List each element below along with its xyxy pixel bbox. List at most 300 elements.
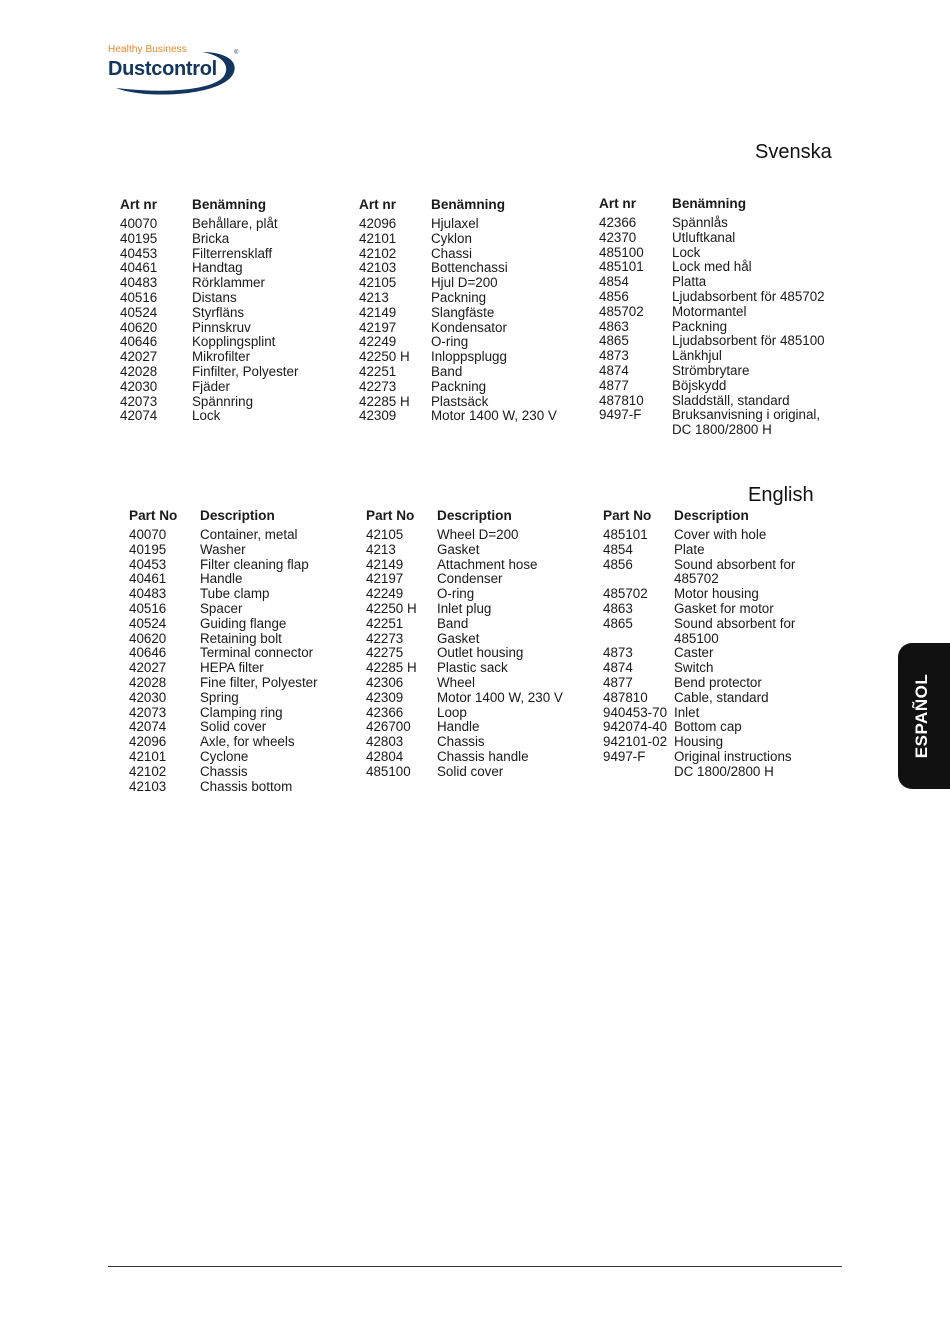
part-row [129, 587, 318, 602]
part-number: 42273 [359, 378, 397, 394]
part-row [129, 632, 318, 647]
part-description: Böjskydd [672, 377, 727, 393]
part-row [366, 587, 563, 602]
part-row [599, 260, 825, 275]
part-number: 42197 [366, 571, 404, 587]
part-number: 42251 [366, 615, 404, 631]
part-description: Gasket [437, 630, 480, 646]
part-number-header: Art nr [359, 197, 397, 212]
part-row [603, 558, 795, 573]
part-row [120, 306, 298, 321]
part-row [129, 602, 318, 617]
description-header: Description [200, 508, 275, 523]
part-row [129, 706, 318, 721]
part-number: 42285 H [359, 393, 410, 409]
part-row [603, 646, 795, 661]
part-description: Caster [674, 645, 714, 661]
part-description: Inloppsplugg [431, 349, 507, 365]
part-description: Mikrofilter [192, 349, 251, 365]
part-description: Tube clamp [200, 586, 270, 602]
part-row [120, 232, 298, 247]
part-row [599, 334, 825, 349]
part-number: 4874 [603, 660, 633, 676]
language-tab-label: ESPAÑOL [912, 673, 931, 759]
part-number: 485702 [603, 586, 648, 602]
part-row [599, 408, 825, 423]
part-number-spacer [603, 765, 674, 780]
column-header [120, 197, 298, 216]
part-row [129, 720, 318, 735]
part-description: Switch [674, 660, 714, 676]
part-row [366, 617, 563, 632]
part-number: 40646 [129, 645, 167, 661]
part-description: Hjul D=200 [431, 275, 498, 291]
part-number: 42149 [366, 556, 404, 572]
part-description: Washer [200, 541, 246, 557]
part-description: Motor housing [674, 586, 759, 602]
part-row [599, 349, 825, 364]
part-description: Outlet housing [437, 645, 524, 661]
part-description: Gasket for motor [674, 600, 774, 616]
part-number: 42803 [366, 734, 404, 750]
part-number: 9497-F [599, 407, 642, 423]
part-description: Inlet plug [437, 600, 492, 616]
part-row [120, 291, 298, 306]
part-number: 4856 [599, 288, 629, 304]
part-description: Platta [672, 274, 707, 290]
part-description: O-ring [437, 586, 475, 602]
part-row [129, 661, 318, 676]
part-number: 42028 [129, 674, 167, 690]
part-number: 42074 [129, 719, 167, 735]
part-description: Wheel D=200 [437, 527, 519, 542]
part-number: 42073 [120, 393, 158, 409]
part-description: Filterrensklaff [192, 245, 273, 261]
part-row [366, 735, 563, 750]
part-number-header: Part No [129, 508, 178, 523]
part-number: 40524 [120, 304, 158, 320]
part-description: Lock [672, 244, 701, 260]
part-description: Spännlås [672, 215, 728, 230]
part-row [603, 602, 795, 617]
part-row-continuation [603, 765, 795, 780]
part-number: 42275 [366, 645, 404, 661]
part-number: 42101 [359, 230, 397, 246]
description-header: Benämning [431, 197, 506, 212]
part-description: Attachment hose [437, 556, 538, 572]
part-description: Packning [431, 289, 487, 305]
part-description: Housing [674, 734, 724, 750]
part-description: Ljudabsorbent för 485702 [672, 288, 825, 304]
part-number: 42309 [366, 689, 404, 705]
part-number: 40453 [120, 245, 158, 261]
part-number: 40070 [120, 216, 158, 231]
part-number: 942074-40 [603, 719, 668, 735]
part-row [129, 528, 318, 543]
part-description: Bottom cap [674, 719, 742, 735]
part-row [129, 646, 318, 661]
part-row [120, 395, 298, 410]
part-number: 40070 [129, 527, 167, 542]
part-number: 42102 [359, 245, 397, 261]
part-row [603, 750, 795, 765]
part-description: Filter cleaning flap [200, 556, 309, 572]
part-row [359, 380, 557, 395]
part-description: Kopplingsplint [192, 334, 276, 350]
part-description: Behållare, plåt [192, 216, 278, 231]
part-number: 42073 [129, 704, 167, 720]
part-row [120, 380, 298, 395]
part-number: 42249 [366, 586, 404, 602]
part-number: 42102 [129, 763, 167, 779]
part-number: 42197 [359, 319, 397, 335]
part-description: Container, metal [200, 527, 298, 542]
part-description: Solid cover [200, 719, 267, 735]
part-number: 42103 [359, 260, 397, 276]
part-row [359, 232, 557, 247]
part-number: 40483 [120, 275, 158, 291]
part-row [129, 750, 318, 765]
part-row [120, 247, 298, 262]
part-description-continuation: DC 1800/2800 H [674, 763, 774, 779]
part-description: Inlet [674, 704, 700, 720]
brand-tagline: Healthy Business [108, 44, 187, 55]
part-row [366, 602, 563, 617]
part-row [599, 246, 825, 261]
part-number: 40620 [129, 630, 167, 646]
part-row [366, 720, 563, 735]
part-row [359, 291, 557, 306]
part-row [599, 275, 825, 290]
part-number: 40516 [129, 600, 167, 616]
part-number: 42306 [366, 674, 404, 690]
part-description: Band [437, 615, 469, 631]
part-row [599, 320, 825, 335]
part-description: Rörklammer [192, 275, 265, 291]
part-description: Pinnskruv [192, 319, 251, 335]
part-row [599, 216, 825, 231]
part-description: Kondensator [431, 319, 507, 335]
column-header [366, 508, 563, 527]
part-number: 4854 [599, 274, 629, 290]
part-number-spacer [603, 632, 674, 647]
part-number: 4213 [359, 289, 389, 305]
part-description: Cyclone [200, 748, 249, 764]
part-description: Condenser [437, 571, 503, 587]
part-row [366, 676, 563, 691]
part-number: 40524 [129, 615, 167, 631]
part-row [129, 676, 318, 691]
part-number: 485100 [599, 244, 644, 260]
part-number: 487810 [603, 689, 648, 705]
parts-column-svenska-3 [599, 196, 825, 438]
parts-column-english-1 [129, 508, 318, 794]
part-row [359, 306, 557, 321]
part-number: 40620 [120, 319, 158, 335]
part-description: Plastsäck [431, 393, 489, 409]
part-number: 42074 [120, 408, 158, 424]
part-description: Finfilter, Polyester [192, 363, 299, 379]
part-number: 42149 [359, 304, 397, 320]
part-number: 40461 [129, 571, 167, 587]
part-description: Retaining bolt [200, 630, 282, 646]
part-description: Loop [437, 704, 467, 720]
part-number: 4863 [599, 318, 629, 334]
part-number: 42250 H [359, 349, 410, 365]
part-number: 42370 [599, 229, 637, 245]
part-number-spacer [599, 423, 672, 438]
part-number: 485702 [599, 303, 644, 319]
part-number: 940453-70 [603, 704, 668, 720]
part-description: Chassis [437, 734, 485, 750]
part-number: 485100 [366, 763, 411, 779]
part-number: 4874 [599, 362, 629, 378]
part-description: Bend protector [674, 674, 762, 690]
section-title-svenska: Svenska [755, 141, 832, 163]
part-description: Plastic sack [437, 660, 508, 676]
part-row [120, 335, 298, 350]
part-row [359, 217, 557, 232]
part-row [603, 661, 795, 676]
part-row [599, 379, 825, 394]
part-row [129, 780, 318, 795]
part-description: Chassis handle [437, 748, 529, 764]
part-description: Packning [431, 378, 487, 394]
parts-column-english-3 [603, 508, 795, 780]
parts-column-english-2 [366, 508, 563, 780]
part-number: 42030 [120, 378, 158, 394]
part-description: Spacer [200, 600, 243, 616]
part-number: 42250 H [366, 600, 417, 616]
part-row [366, 750, 563, 765]
part-row [599, 290, 825, 305]
part-row [366, 632, 563, 647]
part-row [366, 558, 563, 573]
part-row [359, 365, 557, 380]
part-number: 426700 [366, 719, 411, 735]
part-description: O-ring [431, 334, 469, 350]
part-description: Motormantel [672, 303, 747, 319]
part-number: 4877 [603, 674, 633, 690]
brand-registered-mark: ® [234, 50, 239, 56]
part-number: 42096 [129, 734, 167, 750]
part-number: 42027 [120, 349, 158, 365]
part-number: 42096 [359, 216, 397, 231]
part-description: Slangfäste [431, 304, 495, 320]
part-description: Handle [437, 719, 480, 735]
part-row [603, 691, 795, 706]
part-number: 4213 [366, 541, 396, 557]
part-row [129, 765, 318, 780]
part-description: Bottenchassi [431, 260, 508, 276]
part-number: 42273 [366, 630, 404, 646]
part-number: 40461 [120, 260, 158, 276]
part-description: Terminal connector [200, 645, 314, 661]
part-description: Chassis [200, 763, 248, 779]
part-row [366, 706, 563, 721]
part-description: HEPA filter [200, 660, 264, 676]
part-row [120, 261, 298, 276]
parts-column-svenska-2 [359, 197, 557, 424]
part-row [603, 528, 795, 543]
part-row [599, 305, 825, 320]
column-header [129, 508, 318, 527]
part-row [366, 661, 563, 676]
part-row [129, 617, 318, 632]
part-number: 42285 H [366, 660, 417, 676]
column-header [603, 508, 795, 527]
part-description: Chassis bottom [200, 778, 293, 794]
part-description: Lock [192, 408, 221, 424]
part-row [603, 587, 795, 602]
part-description: Cyklon [431, 230, 472, 246]
part-number: 42101 [129, 748, 167, 764]
part-description: Handle [200, 571, 243, 587]
part-description: Axle, for wheels [200, 734, 295, 750]
part-row [599, 364, 825, 379]
part-row [359, 321, 557, 336]
description-header: Description [437, 508, 512, 523]
part-description: Cover with hole [674, 527, 767, 542]
dustcontrol-logo [106, 44, 246, 96]
part-description: Gasket [437, 541, 480, 557]
part-number: 42366 [366, 704, 404, 720]
part-description: Fjäder [192, 378, 230, 394]
part-row [129, 735, 318, 750]
part-row [129, 572, 318, 587]
part-number: 42030 [129, 689, 167, 705]
part-row-continuation [599, 423, 825, 438]
part-number-spacer [603, 572, 674, 587]
part-row [359, 395, 557, 410]
part-row [366, 543, 563, 558]
part-number: 485101 [599, 259, 644, 275]
part-number: 42105 [366, 527, 404, 542]
part-description: Chassi [431, 245, 472, 261]
part-description: Fine filter, Polyester [200, 674, 318, 690]
part-description: Styrfläns [192, 304, 245, 320]
part-row [359, 261, 557, 276]
part-description: Clamping ring [200, 704, 283, 720]
part-description: Distans [192, 289, 237, 305]
part-row [603, 735, 795, 750]
part-number: 42251 [359, 363, 397, 379]
part-number: 4865 [603, 615, 633, 631]
description-header: Benämning [192, 197, 267, 212]
part-row [366, 528, 563, 543]
part-number: 42103 [129, 778, 167, 794]
part-row [129, 691, 318, 706]
part-description: Wheel [437, 674, 475, 690]
part-row [599, 394, 825, 409]
part-row [120, 350, 298, 365]
part-row-continuation [603, 632, 795, 647]
part-description: Lock med hål [672, 259, 752, 275]
part-number: 42028 [120, 363, 158, 379]
part-number: 4877 [599, 377, 629, 393]
part-row [359, 335, 557, 350]
part-number: 9497-F [603, 748, 646, 764]
part-number: 40195 [120, 230, 158, 246]
part-description: Original instructions [674, 748, 792, 764]
part-description: Bruksanvisning i original, [672, 407, 821, 423]
part-number: 40516 [120, 289, 158, 305]
part-row [366, 691, 563, 706]
part-row [359, 350, 557, 365]
part-row [366, 646, 563, 661]
part-number: 487810 [599, 392, 644, 408]
part-number: 4854 [603, 541, 633, 557]
part-number: 40646 [120, 334, 158, 350]
part-number: 42249 [359, 334, 397, 350]
part-row-continuation [603, 572, 795, 587]
section-title-english: English [748, 484, 814, 506]
part-row [366, 765, 563, 780]
part-row [129, 543, 318, 558]
description-header: Benämning [672, 196, 747, 211]
part-number: 42309 [359, 408, 397, 424]
part-row [603, 720, 795, 735]
part-description: Spring [200, 689, 239, 705]
part-description: Solid cover [437, 763, 504, 779]
part-number: 485101 [603, 527, 648, 542]
part-description-continuation: 485100 [674, 630, 719, 646]
description-header: Description [674, 508, 749, 523]
part-row [366, 572, 563, 587]
part-row [120, 409, 298, 424]
part-row [599, 231, 825, 246]
column-header [359, 197, 557, 216]
part-description: Sound absorbent for [674, 556, 796, 572]
brand-name: Dustcontrol [108, 58, 217, 80]
parts-column-svenska-1 [120, 197, 298, 424]
part-row [603, 676, 795, 691]
part-number: 42366 [599, 215, 637, 230]
part-description: Bricka [192, 230, 230, 246]
part-number: 40195 [129, 541, 167, 557]
part-row [603, 706, 795, 721]
part-row [120, 365, 298, 380]
part-description: Hjulaxel [431, 216, 479, 231]
part-description: Spännring [192, 393, 254, 409]
part-number: 40483 [129, 586, 167, 602]
part-row [603, 543, 795, 558]
part-number-header: Art nr [599, 196, 637, 211]
part-number: 4856 [603, 556, 633, 572]
part-description: Ljudabsorbent för 485100 [672, 333, 825, 349]
part-description: Motor 1400 W, 230 V [437, 689, 563, 705]
part-description-continuation: DC 1800/2800 H [672, 422, 772, 438]
part-row [120, 321, 298, 336]
part-row [603, 617, 795, 632]
part-number: 42027 [129, 660, 167, 676]
part-row [359, 247, 557, 262]
part-number: 4873 [603, 645, 633, 661]
footer-divider [108, 1266, 842, 1267]
part-number: 4873 [599, 348, 629, 364]
part-description: Cable, standard [674, 689, 769, 705]
part-description: Handtag [192, 260, 243, 276]
part-number: 942101-02 [603, 734, 668, 750]
part-description: Guiding flange [200, 615, 287, 631]
part-number: 42804 [366, 748, 404, 764]
part-row [120, 276, 298, 291]
part-number: 40453 [129, 556, 167, 572]
part-row [120, 217, 298, 232]
part-number: 42105 [359, 275, 397, 291]
part-number: 4863 [603, 600, 633, 616]
language-tab-espanol[interactable] [898, 643, 950, 789]
